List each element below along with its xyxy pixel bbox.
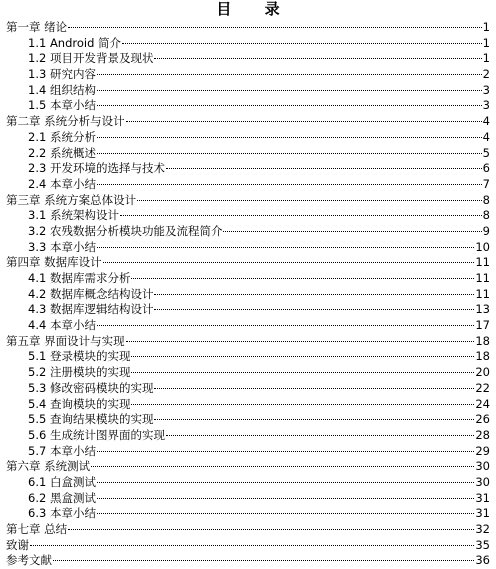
toc-page-number: 36 <box>475 553 490 568</box>
toc-dot-leader <box>97 451 474 452</box>
toc-dot-leader <box>97 153 482 154</box>
toc-entry-title: 第一章 绪论 <box>6 20 68 34</box>
toc-dot-leader <box>97 482 474 483</box>
toc-page-number: 9 <box>482 223 490 238</box>
toc-page-number: 13 <box>475 302 490 317</box>
toc-entry-title: 3.3 本章小结 <box>28 239 96 254</box>
toc-section-entry[interactable] <box>6 381 490 397</box>
toc-section-entry[interactable] <box>6 36 490 52</box>
toc-chapter-entry[interactable] <box>6 459 490 475</box>
toc-section-entry[interactable] <box>6 428 490 444</box>
toc-dot-leader <box>137 200 482 201</box>
toc-page-number: 11 <box>475 286 490 301</box>
toc-page-number: 18 <box>475 333 490 348</box>
toc-page-number: 4 <box>482 129 490 144</box>
toc-entry-title: 1.5 本章小结 <box>28 98 96 113</box>
toc-dot-leader <box>97 105 482 106</box>
toc-section-entry[interactable] <box>6 491 490 507</box>
toc-dot-leader <box>154 309 474 310</box>
toc-page-number: 11 <box>475 255 490 270</box>
toc-dot-leader <box>131 372 474 373</box>
toc-entry-title: 6.2 黑盒测试 <box>28 490 96 505</box>
toc-chapter-entry[interactable] <box>6 538 490 554</box>
toc-entry-title: 6.3 本章小结 <box>28 506 96 521</box>
toc-dot-leader <box>126 341 475 342</box>
toc-dot-leader <box>122 43 482 44</box>
toc-entry-title: 4.3 数据库逻辑结构设计 <box>28 302 154 317</box>
toc-page-number: 17 <box>475 318 490 333</box>
toc-page-number: 7 <box>482 176 490 191</box>
toc-dot-leader <box>91 466 474 467</box>
toc-chapter-entry[interactable] <box>6 193 490 209</box>
toc-page-number: 11 <box>475 271 490 285</box>
toc-entry-title: 致谢 <box>6 537 29 552</box>
toc-page-number: 29 <box>475 443 490 458</box>
toc-section-entry[interactable] <box>6 444 490 460</box>
toc-entry-title: 5.3 修改密码模块的实现 <box>28 380 154 395</box>
toc-entry-title: 4.4 本章小结 <box>28 318 96 333</box>
toc-dot-leader <box>126 121 482 122</box>
toc-dot-leader <box>68 529 474 530</box>
toc-entry-title: 参考文献 <box>6 553 52 568</box>
toc-dot-leader <box>97 498 474 499</box>
toc-entry-title: 第二章 系统分析与设计 <box>6 114 125 129</box>
toc-page-number: 8 <box>482 208 490 223</box>
toc-section-entry[interactable] <box>6 51 490 67</box>
toc-entry-title: 第三章 系统方案总体设计 <box>6 192 137 207</box>
toc-chapter-entry[interactable] <box>6 553 490 569</box>
toc-page-number: 32 <box>475 522 490 536</box>
toc-dot-leader <box>154 388 474 389</box>
toc-page-number: 18 <box>475 349 490 364</box>
toc-section-entry[interactable] <box>6 146 490 162</box>
toc-page-number: 8 <box>482 192 490 207</box>
toc-chapter-entry[interactable] <box>6 114 490 130</box>
toc-section-entry[interactable] <box>6 224 490 240</box>
toc-dot-leader <box>97 513 474 514</box>
toc-entry-title: 5.4 查询模块的实现 <box>28 396 131 411</box>
toc-section-entry[interactable] <box>6 83 490 99</box>
toc-page-number: 3 <box>482 82 490 97</box>
toc-entry-title: 6.1 白盒测试 <box>28 474 96 489</box>
toc-dot-leader <box>53 560 474 561</box>
toc-entry-title: 5.7 本章小结 <box>28 443 96 458</box>
toc-page-number: 30 <box>475 459 490 474</box>
toc-entry-title: 3.1 系统架构设计 <box>28 208 119 223</box>
toc-page-number: 10 <box>475 239 490 254</box>
toc-dot-leader <box>120 215 482 216</box>
toc-section-entry[interactable] <box>6 506 490 522</box>
toc-entry-title: 第六章 系统测试 <box>6 459 91 474</box>
toc-section-entry[interactable] <box>6 318 490 334</box>
toc-page-number: 1 <box>482 35 490 50</box>
toc-entry-title: 1.4 组织结构 <box>28 82 96 97</box>
toc-entry-title: 1.3 研究内容 <box>28 67 96 82</box>
toc-chapter-entry[interactable] <box>6 255 490 271</box>
toc-section-entry[interactable] <box>6 365 490 381</box>
toc-entry-title: 4.1 数据库需求分析 <box>28 271 131 285</box>
toc-entry-title: 5.1 登录模块的实现 <box>28 349 131 364</box>
toc-dot-leader <box>131 278 474 279</box>
toc-entry-title: 5.5 查询结果模块的实现 <box>28 412 154 427</box>
toc-dot-leader <box>97 325 474 326</box>
toc-section-entry[interactable] <box>6 271 490 287</box>
toc-dot-leader <box>154 419 474 420</box>
toc-entry-title: 4.2 数据库概念结构设计 <box>28 286 154 301</box>
toc-entry-title: 第七章 总结 <box>6 522 68 536</box>
toc-page-number: 1 <box>482 51 490 66</box>
toc-dot-leader <box>97 247 474 248</box>
toc-page-number: 2 <box>482 67 490 82</box>
toc-entry-title: 第四章 数据库设计 <box>6 255 102 270</box>
toc-entry-title: 5.2 注册模块的实现 <box>28 365 131 380</box>
toc-entry-title: 1.1 Android 简介 <box>28 35 122 50</box>
toc-dot-leader <box>103 262 475 263</box>
toc-section-entry[interactable] <box>6 98 490 114</box>
toc-entry-title: 3.2 农残数据分析模块功能及流程简介 <box>28 223 223 238</box>
toc-dot-leader <box>97 184 482 185</box>
toc-page-number: 26 <box>475 412 490 427</box>
toc-dot-leader <box>166 168 482 169</box>
toc-dot-leader <box>97 74 482 75</box>
toc-dot-leader <box>223 231 481 232</box>
toc-chapter-entry[interactable] <box>6 334 490 350</box>
toc-page-number: 35 <box>475 537 490 552</box>
toc-page-number: 28 <box>475 427 490 442</box>
toc-page-number: 31 <box>475 490 490 505</box>
toc-entry-title: 2.2 系统概述 <box>28 145 96 160</box>
toc-dot-leader <box>131 404 474 405</box>
toc-list <box>6 20 490 569</box>
toc-entry-title: 2.3 开发环境的选择与技术 <box>28 161 165 176</box>
toc-title: 目 录 <box>216 0 294 18</box>
toc-chapter-entry[interactable] <box>6 20 490 36</box>
toc-section-entry[interactable] <box>6 161 490 177</box>
toc-section-entry[interactable] <box>6 302 490 318</box>
toc-entry-title: 2.4 本章小结 <box>28 176 96 191</box>
toc-page-number: 20 <box>475 365 490 380</box>
toc-dot-leader <box>154 294 474 295</box>
toc-entry-title: 第五章 界面设计与实现 <box>6 333 125 348</box>
toc-page-number: 24 <box>475 396 490 411</box>
toc-section-entry[interactable] <box>6 287 490 303</box>
toc-page-number: 3 <box>482 98 490 113</box>
toc-section-entry[interactable] <box>6 177 490 193</box>
toc-section-entry[interactable] <box>6 349 490 365</box>
toc-dot-leader <box>154 58 481 59</box>
toc-entry-title: 1.2 项目开发背景及现状 <box>28 51 154 66</box>
toc-entry-title: 2.1 系统分析 <box>28 129 96 144</box>
toc-page-number: 1 <box>482 20 490 34</box>
toc-section-entry[interactable] <box>6 130 490 146</box>
toc-page-number: 4 <box>482 114 490 129</box>
toc-section-entry[interactable] <box>6 397 490 413</box>
toc-page-number: 31 <box>475 506 490 521</box>
toc-dot-leader <box>68 27 482 28</box>
toc-chapter-entry[interactable] <box>6 522 490 538</box>
toc-section-entry[interactable] <box>6 475 490 491</box>
toc-section-entry[interactable] <box>6 67 490 83</box>
toc-section-entry[interactable] <box>6 208 490 224</box>
toc-entry-title: 5.6 生成统计图界面的实现 <box>28 427 165 442</box>
toc-page-number: 5 <box>482 145 490 160</box>
toc-dot-leader <box>131 356 474 357</box>
toc-page-number: 30 <box>475 474 490 489</box>
toc-page-number: 6 <box>482 161 490 176</box>
toc-section-entry[interactable] <box>6 412 490 428</box>
toc-dot-leader <box>97 90 482 91</box>
toc-dot-leader <box>166 435 474 436</box>
toc-section-entry[interactable] <box>6 240 490 256</box>
toc-dot-leader <box>97 137 482 138</box>
toc-page-number: 22 <box>475 380 490 395</box>
